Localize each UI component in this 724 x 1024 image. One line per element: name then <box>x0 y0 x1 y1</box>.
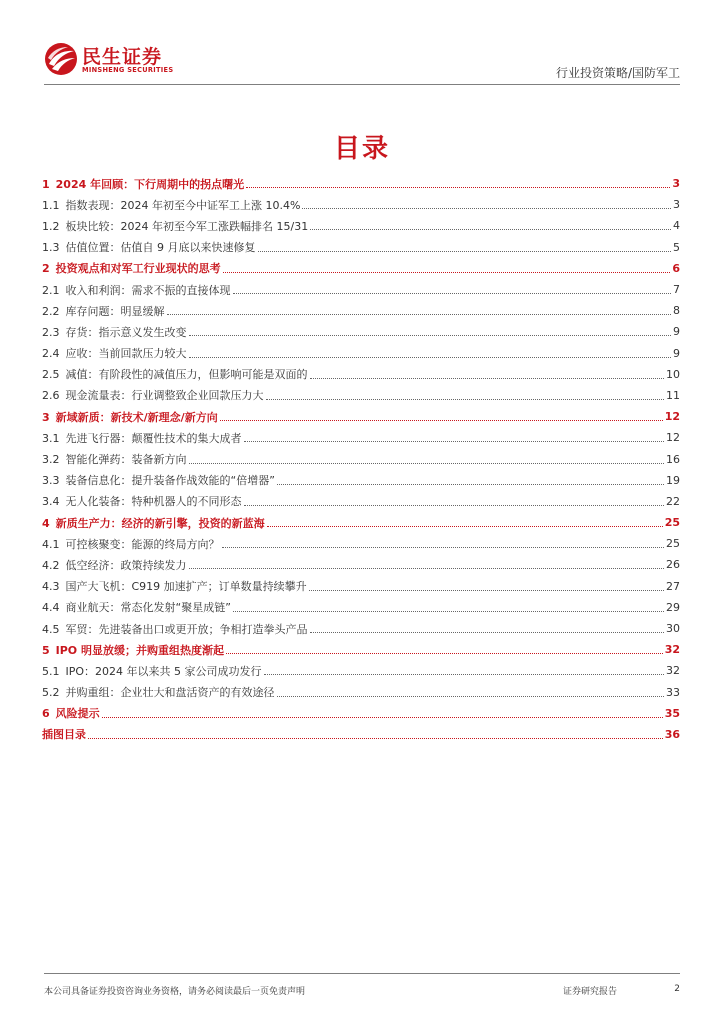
toc-entry-text: 投资观点和对军工行业现状的思考 <box>55 262 221 276</box>
toc-section-entry[interactable] <box>42 300 680 321</box>
toc-entry-page: 6 <box>672 261 680 275</box>
brand-name-cn: 民生证券 <box>82 46 163 68</box>
toc-section-entry[interactable] <box>42 215 680 236</box>
toc-entry-number: 2.3 <box>42 325 60 339</box>
toc-dot-leader <box>189 568 665 569</box>
toc-chapter-entry[interactable] <box>42 639 680 660</box>
toc-entry-label <box>42 472 275 488</box>
toc-entry-text: 减值：有阶段性的减值压力，但影响可能是双面的 <box>65 368 308 382</box>
toc-entry-page: 26 <box>666 558 680 572</box>
toc-section-entry[interactable] <box>42 343 680 364</box>
toc-entry-text: 指数表现：2024 年初至今中证军工上涨 10.4% <box>65 198 301 212</box>
toc-section-entry[interactable] <box>42 364 680 385</box>
toc-entry-text: 低空经济：政策持续发力 <box>65 558 187 572</box>
toc-entry-text: 估值位置：估值自 9 月底以来快速修复 <box>65 241 256 255</box>
minsheng-logo <box>44 40 184 78</box>
brand-name-en: MINSHENG SECURITIES <box>82 66 174 74</box>
toc-entry-page: 12 <box>666 431 680 445</box>
toc-dot-leader <box>189 335 672 336</box>
toc-entry-page: 4 <box>673 219 680 233</box>
toc-entry-number: 5.2 <box>42 686 60 700</box>
toc-dot-leader <box>88 738 663 739</box>
toc-entry-page: 3 <box>673 198 680 212</box>
toc-section-entry[interactable] <box>42 470 680 491</box>
toc-entry-number: 5.1 <box>42 664 60 678</box>
toc-entry-number: 2 <box>42 262 50 276</box>
toc-entry-label <box>42 430 242 446</box>
toc-section-entry[interactable] <box>42 448 680 469</box>
toc-dot-leader <box>246 187 670 188</box>
toc-dot-leader <box>226 653 663 654</box>
toc-entry-page: 9 <box>673 346 680 360</box>
toc-entry-text: 军贸：先进装备出口或更开放；争相打造拳头产品 <box>65 622 308 636</box>
toc-entry-label <box>42 705 100 721</box>
toc-dot-leader <box>267 526 663 527</box>
toc-dot-leader <box>189 463 665 464</box>
toc-entry-label <box>42 621 308 637</box>
toc-entry-number: 1 <box>42 177 50 191</box>
toc-entry-label <box>42 218 308 234</box>
toc-entry-page: 19 <box>666 473 680 487</box>
toc-entry-number: 4 <box>42 516 50 530</box>
toc-dot-leader <box>244 505 665 506</box>
toc-entry-label <box>42 578 307 594</box>
toc-entry-label <box>42 345 187 361</box>
toc-entry-page: 8 <box>673 304 680 318</box>
toc-dot-leader <box>223 272 671 273</box>
toc-entry-text: 插图目录 <box>42 728 86 742</box>
toc-entry-page: 32 <box>666 664 680 678</box>
toc-entry-label <box>42 599 231 615</box>
toc-entry-text: 库存问题：明显缓解 <box>65 304 165 318</box>
toc-entry-label <box>42 663 262 679</box>
toc-entry-number: 2.1 <box>42 283 60 297</box>
toc-dot-leader <box>233 611 664 612</box>
toc-entry-label <box>42 557 187 573</box>
toc-chapter-entry[interactable] <box>42 406 680 427</box>
toc-entry-label <box>42 642 224 658</box>
toc-section-entry[interactable] <box>42 427 680 448</box>
toc-entry-text: 现金流量表：行业调整致企业回款压力大 <box>65 389 264 403</box>
toc-chapter-entry[interactable] <box>42 703 680 724</box>
toc-entry-page: 33 <box>666 685 680 699</box>
toc-section-entry[interactable] <box>42 279 680 300</box>
toc-entry-number: 3.4 <box>42 495 60 509</box>
toc-entry-number: 4.3 <box>42 580 60 594</box>
toc-entry-text: 风险提示 <box>55 707 100 721</box>
toc-dot-leader <box>277 484 664 485</box>
toc-entry-text: 国产大飞机：C919 加速扩产；订单数量持续攀升 <box>65 580 307 594</box>
toc-dot-leader <box>302 208 671 209</box>
toc-entry-text: 板块比较：2024 年初至今军工涨跌幅排名 15/31 <box>65 219 309 233</box>
toc-entry-page: 32 <box>664 643 680 657</box>
toc-entry-number: 1.2 <box>42 219 60 233</box>
toc-entry-number: 4.1 <box>42 537 60 551</box>
toc-entry-number: 3.2 <box>42 453 60 467</box>
toc-entry-page: 9 <box>673 325 680 339</box>
toc-dot-leader <box>258 251 672 252</box>
toc-entry-label <box>42 387 264 403</box>
toc-entry-label <box>42 239 256 255</box>
toc-entry-text: 智能化弹药：装备新方向 <box>65 453 187 467</box>
toc-entry-text: 存货：指示意义发生改变 <box>65 325 187 339</box>
toc-entry-page: 10 <box>666 367 680 381</box>
toc-entry-page: 29 <box>666 600 680 614</box>
toc-entry-text: 先进飞行器：颠覆性技术的集大成者 <box>65 431 242 445</box>
toc-dot-leader <box>244 441 665 442</box>
toc-entry-text: 并购重组：企业壮大和盘活资产的有效途径 <box>65 686 275 700</box>
toc-entry-text: 收入和利润：需求不振的直接体现 <box>65 283 231 297</box>
page-header <box>44 40 680 84</box>
footer-report-type: 证券研究报告 <box>563 987 618 997</box>
toc-entry-label <box>42 282 231 298</box>
toc-entry-label <box>42 197 300 213</box>
toc-entry-number: 5 <box>42 643 50 657</box>
toc-dot-leader <box>189 357 672 358</box>
toc-dot-leader <box>310 229 671 230</box>
toc-entry-text: 2024 年回顾：下行周期中的拐点曙光 <box>55 177 245 191</box>
page-title: 目录 <box>333 134 390 164</box>
toc-entry-label <box>42 176 244 192</box>
toc-dot-leader <box>309 590 664 591</box>
toc-section-entry[interactable] <box>42 597 680 618</box>
toc-section-entry[interactable] <box>42 660 680 681</box>
toc-dot-leader <box>102 717 663 718</box>
minsheng-logo-icon <box>44 42 78 76</box>
toc-entry-label <box>42 493 242 509</box>
toc-entry-page: 27 <box>666 579 680 593</box>
toc-entry-number: 3.3 <box>42 474 60 488</box>
toc-dot-leader <box>222 547 665 548</box>
toc-entry-label <box>42 726 86 742</box>
toc-section-entry[interactable] <box>42 491 680 512</box>
toc-entry-number: 6 <box>42 707 50 721</box>
toc-dot-leader <box>310 632 665 633</box>
toc-section-entry[interactable] <box>42 321 680 342</box>
toc-entry-text: 装备信息化：提升装备作战效能的“倍增器” <box>65 474 275 488</box>
footer-disclaimer: 本公司具备证券投资咨询业务资格，请务必阅读最后一页免责声明 <box>44 987 306 997</box>
toc-section-entry[interactable] <box>42 576 680 597</box>
toc-dot-leader <box>266 399 665 400</box>
toc-entry-label <box>42 409 218 425</box>
toc-entry-page: 16 <box>666 452 680 466</box>
toc-entry-page: 11 <box>666 388 680 402</box>
toc-entry-page: 5 <box>673 240 680 254</box>
toc-entry-label <box>42 303 165 319</box>
toc-entry-page: 7 <box>673 283 680 297</box>
toc-entry-number: 4.4 <box>42 601 60 615</box>
toc-entry-number: 4.2 <box>42 558 60 572</box>
toc-entry-page: 36 <box>664 727 680 741</box>
toc-entry-text: 无人化装备：特种机器人的不同形态 <box>65 495 242 509</box>
toc-entry-label <box>42 515 265 531</box>
toc-entry-page: 3 <box>672 177 680 191</box>
toc-entry-text: 商业航天：常态化发射“聚星成链” <box>65 601 231 615</box>
toc-section-entry[interactable] <box>42 554 680 575</box>
toc-chapter-entry[interactable] <box>42 512 680 533</box>
toc-dot-leader <box>220 420 663 421</box>
toc-entry-text: 新质生产力：经济的新引擎，投资的新蓝海 <box>55 516 265 530</box>
toc-chapter-entry[interactable] <box>42 724 680 745</box>
toc-chapter-entry[interactable] <box>42 258 680 279</box>
footer-page-number: 2 <box>674 984 680 994</box>
toc-entry-number: 1.3 <box>42 241 60 255</box>
toc-section-entry[interactable] <box>42 682 680 703</box>
toc-entry-number: 2.5 <box>42 368 60 382</box>
toc-entry-page: 25 <box>664 516 680 530</box>
header-divider <box>44 84 680 85</box>
toc-entry-number: 2.4 <box>42 347 60 361</box>
toc-entry-number: 3 <box>42 410 50 424</box>
toc-entry-text: IPO 明显放缓；并购重组热度渐起 <box>55 643 224 657</box>
toc-entry-label <box>42 451 187 467</box>
toc-entry-page: 12 <box>664 410 680 424</box>
toc-entry-label <box>42 260 221 276</box>
toc-entry-text: 新域新质：新技术/新理念/新方向 <box>55 410 218 424</box>
toc-entry-text: 应收：当前回款压力较大 <box>65 347 187 361</box>
toc-dot-leader <box>264 674 664 675</box>
toc-section-entry[interactable] <box>42 533 680 554</box>
toc-entry-number: 4.5 <box>42 622 60 636</box>
toc-entry-number: 2.2 <box>42 304 60 318</box>
toc-entry-label <box>42 684 275 700</box>
toc-section-entry[interactable] <box>42 618 680 639</box>
toc-section-entry[interactable] <box>42 194 680 215</box>
toc-entry-text: IPO：2024 年以来共 5 家公司成功发行 <box>65 664 262 678</box>
footer-divider <box>44 973 680 974</box>
toc-chapter-entry[interactable] <box>42 173 680 194</box>
toc-dot-leader <box>310 378 665 379</box>
toc-section-entry[interactable] <box>42 237 680 258</box>
toc-section-entry[interactable] <box>42 385 680 406</box>
toc-entry-number: 3.1 <box>42 431 60 445</box>
table-of-contents <box>42 173 680 745</box>
toc-dot-leader <box>167 314 672 315</box>
report-section: 行业投资策略/国防军工 <box>555 66 680 80</box>
toc-entry-number: 1.1 <box>42 198 60 212</box>
toc-entry-page: 30 <box>666 622 680 636</box>
toc-entry-page: 25 <box>666 537 680 551</box>
toc-entry-page: 35 <box>664 706 680 720</box>
toc-dot-leader <box>277 696 665 697</box>
toc-dot-leader <box>233 293 672 294</box>
toc-entry-page: 22 <box>666 494 680 508</box>
toc-entry-label <box>42 536 220 552</box>
toc-entry-text: 可控核聚变：能源的终局方向？ <box>65 537 220 551</box>
toc-entry-label <box>42 366 308 382</box>
toc-entry-number: 2.6 <box>42 389 60 403</box>
toc-entry-label <box>42 324 187 340</box>
